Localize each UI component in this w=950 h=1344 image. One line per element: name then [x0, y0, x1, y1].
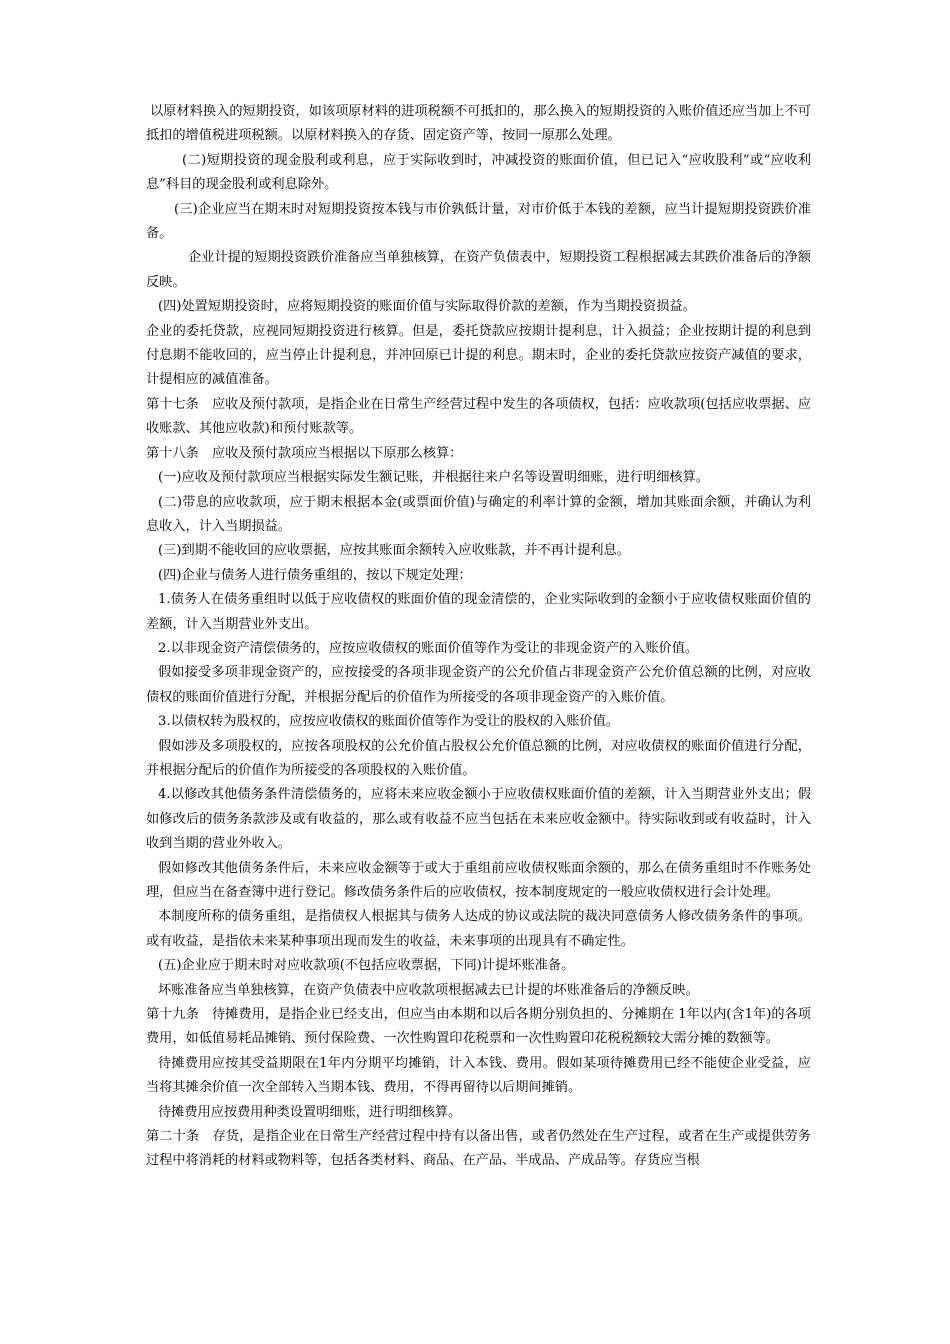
article-19: 第十九条 待摊费用，是指企业已经支出，但应当由本期和以后各期分别负担的、分摊期在 1年以内(含1年)的各项费用，如低值易耗品摊销、预付保险费、一次性购置印花税票和一次性购置印花税税额较大需分摊的数额等。: [146, 1007, 811, 1047]
paragraph: (二)短期投资的现金股利或利息，应于实际收到时，冲减投资的账面价值，但已记入“应收股利”或“应收利息”科目的现金股利或利息除外。: [146, 152, 811, 193]
paragraph: 以原材料换入的短期投资，如该项原材料的进项税额不可抵扣的，那么换入的短期投资的入账价值还应当加上不可抵扣的增值税进项税额。以原材料换入的存货、固定资产等，按同一原那么处理。: [146, 104, 811, 144]
article-20: 第二十条 存货，是指企业在日常生产经营过程中持有以备出售，或者仍然处在生产过程，或者在生产或提供劳务过程中将消耗的材料或物料等，包括各类材料、商品、在产品、半成品、产成品等。存货应当根: [146, 1129, 811, 1169]
paragraph: 假如修改其他债务条件后，未来应收金额等于或大于重组前应收债权账面余额的，那么在债务重组时不作账务处理，但应当在备查簿中进行登记。修改债务条件后的应收债权，按本制度规定的一般应收债权进行会计处理。: [146, 860, 811, 900]
paragraph: (三)到期不能收回的应收票据，应按其账面余额转入应收账款，并不再计提利息。: [158, 543, 630, 559]
paragraph: (五)企业应于期末时对应收款项(不包括应收票据，下同)计提坏账准备。: [158, 958, 575, 974]
paragraph: (二)带息的应收款项，应于期末根据本金(或票面价值)与确定的利率计算的金额，增加其账面余额，并确认为利息收入，计入当期损益。: [146, 494, 811, 534]
paragraph: 本制度所称的债务重组，是指债权人根据其与债务人达成的协议或法院的裁决同意债务人修改债务条件的事项。或有收益，是指依未来某种事项出现而发生的收益，未来事项的出现具有不确定性。: [146, 909, 811, 949]
paragraph: 1.债务人在债务重组时以低于应收债权的账面价值的现金清偿的，企业实际收到的金额小于应收债权账面价值的差额，计入当期营业外支出。: [146, 592, 811, 632]
paragraph: 3.以债权转为股权的，应按应收债权的账面价值等作为受让的股权的入账价值。: [158, 714, 619, 730]
paragraph: 假如接受多项非现金资产的，应按接受的各项非现金资产的公允价值占非现金资产公允价值总额的比例，对应收债权的账面价值进行分配，并根据分配后的价值作为所接受的各项非现金资产的入账价值。: [146, 665, 811, 705]
article-17: 第十七条 应收及预付款项，是指企业在日常生产经营过程中发生的各项债权，包括：应收款项(包括应收票据、应收账款、其他应收款)和预付账款等。: [146, 396, 811, 437]
paragraph: (四)企业与债务人进行债务重组的，按以下规定处理：: [158, 567, 472, 583]
paragraph: 4.以修改其他债务条件清偿债务的，应将未来应收金额小于应收债权账面价值的差额，计入当期营业外支出；假如修改后的债务条款涉及或有收益的，那么或有收益不应当包括在未来应收金额中。待实际收到或有收益时，计入收到当期的营业外收入。: [146, 787, 811, 852]
paragraph: 假如涉及多项股权的，应按各项股权的公允价值占股权公允价值总额的比例，对应收债权的账面价值进行分配，并根据分配后的价值作为所接受的各项股权的入账价值。: [146, 738, 811, 778]
paragraph: 2.以非现金资产清偿债务的，应按应收债权的账面价值等作为受让的非现金资产的入账价值。: [158, 640, 699, 656]
paragraph: 待摊费用应按费用种类设置明细账，进行明细核算。: [158, 1104, 462, 1120]
paragraph: 企业的委托贷款，应视同短期投资进行核算。但是，委托贷款应按期计提利息，计入损益；企业按期计提的利息到付息期不能收回的，应当停止计提利息，并冲回原已计提的利息。期末时，企业的委托贷款应按资产减值的要求，计提相应的减值准备。: [146, 323, 811, 388]
paragraph: 待摊费用应按其受益期限在1年内分期平均摊销，计入本钱、费用。假如某项待摊费用已经不能使企业受益，应当将其摊余价值一次全部转入当期本钱、费用，不得再留待以后期间摊销。: [146, 1055, 811, 1096]
paragraph: 企业计提的短期投资跌价准备应当单独核算，在资产负债表中，短期投资工程根据减去其跌价准备后的净额反映。: [146, 250, 811, 290]
paragraph: (一)应收及预付款项应当根据实际发生额记账，并根据往来户名等设置明细账，进行明细核算。: [158, 470, 709, 486]
paragraph: 坏账准备应当单独核算，在资产负债表中应收款项根据减去已计提的坏账准备后的净额反映。: [158, 982, 699, 998]
paragraph: (三)企业应当在期末时对短期投资按本钱与市价孰低计量，对市价低于本钱的差额，应当计提短期投资跌价准备。: [146, 201, 811, 242]
paragraph: (四)处置短期投资时，应将短期投资的账面价值与实际取得价款的差额，作为当期投资损益。: [158, 299, 696, 315]
article-18: 第十八条 应收及预付款项应当根据以下原那么核算：: [146, 445, 463, 461]
document-body: [146, 100, 811, 1174]
